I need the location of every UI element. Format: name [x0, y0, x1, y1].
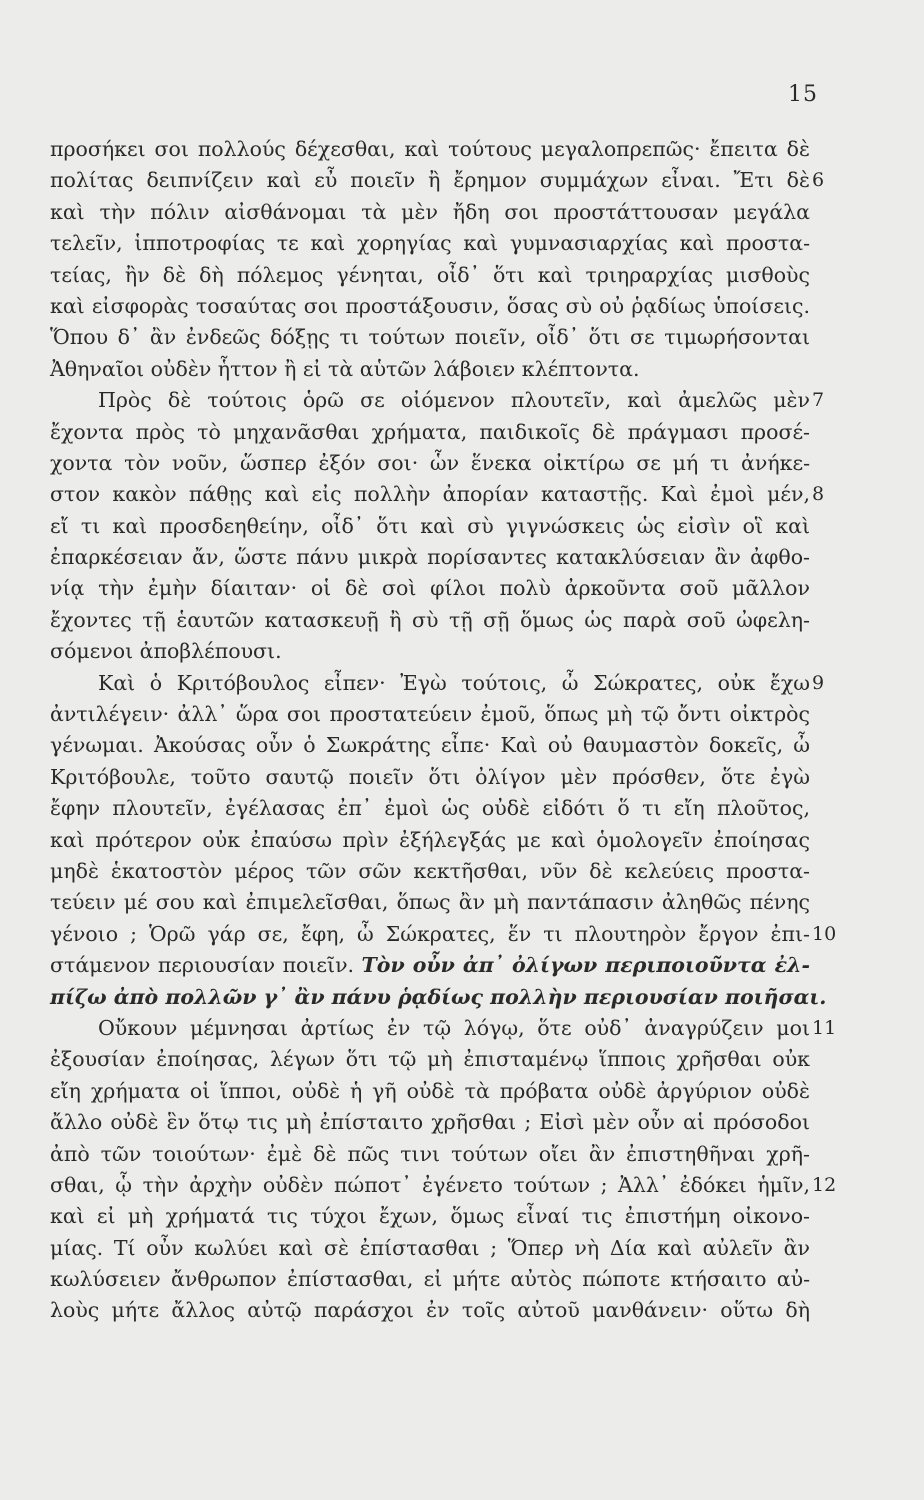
- text-line: καὶ τὴν πόλιν αἰσθάνομαι τὰ μὲν ἤδη σοι προστάττουσαν μεγάλα: [50, 199, 810, 224]
- text-line: στον κακὸν πάθῃς καὶ εἰς πολλὴν ἀπορίαν καταστῇς. Καὶ ἐμοὶ μέν,: [50, 482, 810, 507]
- text-line: καὶ πρότερον οὐκ ἐπαύσω πρὶν ἐξήλεγξάς με καὶ ὁμολογεῖν ἐποίησας: [50, 827, 810, 852]
- text-line: λοὺς μήτε ἄλλος αὐτῷ παράσχοι ἐν τοῖς αὐτοῦ μανθάνειν· οὕτω δὴ: [50, 1298, 810, 1323]
- text-line: εἴη χρήματα οἱ ἵπποι, οὐδὲ ἡ γῆ οὐδὲ τὰ πρόβατα οὐδὲ ἀργύριον οὐδὲ: [50, 1078, 810, 1103]
- text-line: Ὅπου δ᾽ ἂν ἐνδεῶς δόξῃς τι τούτων ποιεῖν, οἶδ᾽ ὅτι σε τιμωρήσονται: [50, 325, 810, 350]
- section-number: 7: [812, 389, 825, 412]
- text-line: ἀπὸ τῶν τοιούτων· ἐμὲ δὲ πῶς τινι τούτων οἴει ἂν ἐπιστηθῆναι χρῆ-: [50, 1141, 810, 1166]
- text-line: μίας. Τί οὖν κωλύει καὶ σὲ ἐπίστασθαι ; Ὅπερ νὴ Δία καὶ αὐλεῖν ἂν: [50, 1235, 810, 1260]
- text-line: τελεῖν, ἱπποτροφίας τε καὶ χορηγίας καὶ γυμνασιαρχίας καὶ προστα-: [50, 231, 810, 256]
- text-line: χοντα τὸν νοῦν, ὥσπερ ἐξόν σοι· ὧν ἕνεκα οἰκτίρω σε μή τι ἀνήκε-: [50, 450, 810, 475]
- section-number: 6: [812, 169, 825, 192]
- section-number: 11: [812, 1017, 837, 1040]
- text-fragment: στάμενον περιουσίαν ποιεῖν.: [50, 953, 355, 978]
- text-line: ἄλλο οὐδὲ ἓν ὅτῳ τις μὴ ἐπίσταιτο χρῆσθαι ; Εἰσὶ μὲν οὖν αἱ πρόσοδοι: [50, 1110, 810, 1135]
- text-line: κωλύσειεν ἄνθρωπον ἐπίστασθαι, εἰ μήτε αὐτὸς πώποτε κτήσαιτο αὐ-: [50, 1267, 810, 1292]
- text-line: μηδὲ ἑκατοστὸν μέρος τῶν σῶν κεκτῆσθαι, νῦν δὲ κελεύεις προστα-: [50, 858, 810, 883]
- text-line: ἔχοντες τῇ ἑαυτῶν κατασκευῇ ἢ σὺ τῇ σῇ ὅμως ὡς παρὰ σοῦ ὠφελη-: [50, 607, 810, 632]
- text-line: γένωμαι. Ἀκούσας οὖν ὁ Σωκράτης εἶπε· Καὶ οὐ θαυμαστὸν δοκεῖς, ὦ: [50, 733, 810, 758]
- bold-fragment: Τὸν οὖν ἀπ᾽ ὀλίγων περιποιοῦντα ἐλ-: [361, 953, 810, 978]
- section-number: 10: [812, 923, 837, 945]
- text-line: Καὶ ὁ Κριτόβουλος εἶπεν· Ἐγὼ τούτοις, ὦ Σώκρατες, οὐκ ἔχω: [98, 670, 810, 695]
- text-line-mixed: [50, 950, 810, 981]
- text-line-bold: πίζω ἀπὸ πολλῶν γ᾽ ἂν πάνυ ῥᾳδίως πολλὴν περιουσίαν ποιῆσαι.: [50, 984, 827, 1009]
- text-line: σόμενοι ἀποβλέπουσι.: [50, 639, 282, 664]
- page-number: 15: [788, 82, 818, 107]
- text-line: ἀντιλέγειν· ἀλλ᾽ ὥρα σοι προστατεύειν ἐμοῦ, ὅπως μὴ τῷ ὄντι οἰκτρὸς: [50, 702, 810, 727]
- text-line: ἔχοντα πρὸς τὸ μηχανᾶσθαι χρήματα, παιδικοῖς δὲ πράγμασι προσέ-: [50, 419, 810, 444]
- text-line: καὶ εἰσφορὰς τοσαύτας σοι προστάξουσιν, ὅσας σὺ οὐ ῥᾳδίως ὑποίσεις.: [50, 293, 810, 318]
- text-line: Οὔκουν μέμνησαι ἀρτίως ἐν τῷ λόγῳ, ὅτε οὐδ᾽ ἀναγρύζειν μοι: [98, 1015, 810, 1040]
- section-number: 12: [812, 1174, 837, 1197]
- text-line: τείας, ἢν δὲ δὴ πόλεμος γένηται, οἶδ᾽ ὅτι καὶ τριηραρχίας μισθοὺς: [50, 262, 810, 287]
- text-line: εἴ τι καὶ προσδεηθείην, οἶδ᾽ ὅτι καὶ σὺ γιγνώσκεις ὡς εἰσὶν οἳ καὶ: [50, 513, 810, 538]
- text-line: σθαι, ᾧ τὴν ἀρχὴν οὐδὲν πώποτ᾽ ἐγένετο τούτων ; Ἀλλ᾽ ἐδόκει ἡμῖν,: [50, 1172, 810, 1197]
- text-line: τεύειν μέ σου καὶ ἐπιμελεῖσθαι, ὅπως ἂν μὴ παντάπασιν ἀληθῶς πένης: [50, 890, 810, 915]
- text-line: πολίτας δειπνίζειν καὶ εὖ ποιεῖν ἢ ἔρημον συμμάχων εἶναι. Ἔτι δὲ: [50, 168, 810, 193]
- section-number: 8: [812, 483, 825, 506]
- text-line: γένοιο ; Ὁρῶ γάρ σε, ἔφη, ὦ Σώκρατες, ἕν τι πλουτηρὸν ἔργον ἐπι-: [50, 921, 810, 946]
- section-number: 9: [812, 671, 825, 694]
- text-line: ἔφην πλουτεῖν, ἐγέλασας ἐπ᾽ ἐμοὶ ὡς οὐδὲ εἰδότι ὅ τι εἴη πλοῦτος,: [50, 796, 810, 821]
- text-line: προσήκει σοι πολλούς δέχεσθαι, καὶ τούτους μεγαλοπρεπῶς· ἔπειτα δὲ: [50, 137, 810, 161]
- text-line: Κριτόβουλε, τοῦτο σαυτῷ ποιεῖν ὅτι ὀλίγον μὲν πρόσθεν, ὅτε ἐγὼ: [50, 764, 810, 789]
- text-line: ἐξουσίαν ἐποίησας, λέγων ὅτι τῷ μὴ ἐπισταμένῳ ἵπποις χρῆσθαι οὐκ: [50, 1047, 810, 1072]
- text-line: νίᾳ τὴν ἐμὴν δίαιταν· οἱ δὲ σοὶ φίλοι πολὺ ἀρκοῦντα σοῦ μᾶλλον: [50, 576, 810, 601]
- text-line: Πρὸς δὲ τούτοις ὁρῶ σε οἰόμενον πλουτεῖν, καὶ ἀμελῶς μὲν: [98, 388, 810, 413]
- text-line: ἐπαρκέσειαν ἄν, ὥστε πάνυ μικρὰ πορίσαντες κατακλύσειαν ἂν ἀφθο-: [50, 545, 810, 570]
- text-line: Ἀθηναῖοι οὐδὲν ἧττον ἢ εἰ τὰ αὑτῶν λάβοιεν κλέπτοντα.: [50, 356, 640, 381]
- text-line: καὶ εἰ μὴ χρήματά τις τύχοι ἔχων, ὅμως εἶναί τις ἐπιστήμη οἰκονο-: [50, 1204, 810, 1229]
